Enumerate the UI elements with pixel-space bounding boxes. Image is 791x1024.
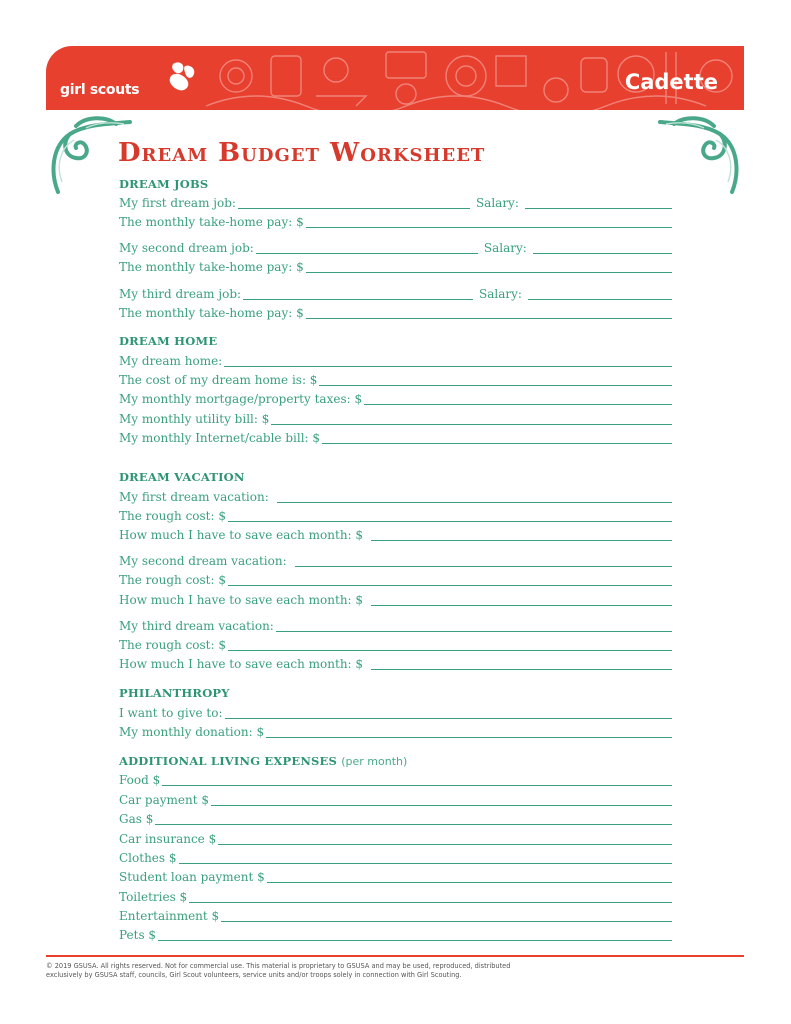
third-vacation-cost-field[interactable] (228, 638, 672, 651)
car-insurance-label: Car insurance $ (119, 832, 217, 846)
internet-bill-label: My monthly Internet/cable bill: $ (119, 431, 321, 445)
clothes-row (119, 849, 672, 865)
utility-bill-field[interactable] (271, 412, 672, 425)
second-take-home-field[interactable] (306, 260, 672, 273)
internet-bill-field[interactable] (322, 431, 672, 444)
food-label: Food $ (119, 773, 161, 787)
first-salary-field[interactable] (525, 196, 672, 209)
first-vacation-row (119, 488, 672, 504)
student-loan-row (119, 868, 672, 884)
car-payment-label: Car payment $ (119, 793, 209, 807)
entertainment-row (119, 907, 672, 923)
first-take-home-field[interactable] (306, 215, 672, 228)
second-take-home-row (119, 258, 672, 274)
third-dream-job-label: My third dream job: (119, 287, 242, 301)
second-vacation-label: My second dream vacation: (119, 554, 287, 568)
mortgage-label: My monthly mortgage/property taxes: $ (119, 392, 363, 406)
third-vacation-save-label: How much I have to save each month: $ (119, 657, 364, 671)
clothes-field[interactable] (179, 851, 672, 864)
third-vacation-cost-row (119, 636, 672, 652)
dream-home-row (119, 352, 672, 368)
second-vacation-cost-row (119, 571, 672, 587)
third-vacation-label: My third dream vacation: (119, 619, 274, 633)
third-salary-field[interactable] (528, 287, 672, 300)
monthly-donation-field[interactable] (266, 725, 672, 738)
first-vacation-cost-row (119, 507, 672, 523)
first-salary-label: Salary: (475, 196, 519, 210)
pets-label: Pets $ (119, 928, 157, 942)
third-take-home-label: The monthly take-home pay: $ (119, 306, 304, 320)
give-to-row (119, 704, 672, 720)
toiletries-field[interactable] (189, 890, 672, 903)
first-vacation-save-field[interactable] (371, 528, 672, 541)
program-level-label: Cadette (624, 70, 718, 94)
first-vacation-save-label: How much I have to save each month: $ (119, 528, 364, 542)
page-title: Dream Budget Worksheet (118, 138, 486, 168)
second-vacation-save-row (119, 591, 672, 607)
first-dream-job-field[interactable] (238, 196, 470, 209)
first-vacation-cost-field[interactable] (228, 509, 672, 522)
car-insurance-row (119, 830, 672, 846)
dream-home-field[interactable] (224, 354, 672, 367)
footer-line-2: exclusively by GSUSA staff, councils, Girl Scout volunteers, service units and/or troops solely in connection with Girl Scouting. (46, 971, 462, 979)
entertainment-label: Entertainment $ (119, 909, 220, 923)
food-field[interactable] (162, 773, 672, 786)
gas-row (119, 810, 672, 826)
third-dream-job-row (119, 285, 672, 301)
first-take-home-label: The monthly take-home pay: $ (119, 215, 304, 229)
mortgage-row (119, 390, 672, 406)
trefoil-profile-icon (165, 60, 199, 94)
car-payment-row (119, 791, 672, 807)
footer-copyright (46, 962, 566, 980)
monthly-donation-label: My monthly donation: $ (119, 725, 265, 739)
section-heading-philanthropy: PHILANTHROPY (119, 686, 230, 700)
utility-bill-label: My monthly utility bill: $ (119, 412, 270, 426)
first-dream-job-label: My first dream job: (119, 196, 236, 210)
first-vacation-cost-label: The rough cost: $ (119, 509, 226, 523)
dream-home-cost-row (119, 371, 672, 387)
per-month-note: (per month) (341, 755, 408, 768)
third-vacation-save-row (119, 655, 672, 671)
third-take-home-field[interactable] (306, 306, 672, 319)
third-vacation-field[interactable] (276, 619, 672, 632)
third-salary-label: Salary: (479, 287, 522, 301)
food-row (119, 771, 672, 787)
first-dream-job-row (119, 194, 672, 210)
second-vacation-row (119, 552, 672, 568)
second-dream-job-label: My second dream job: (119, 241, 254, 255)
footer-line-1: © 2019 GSUSA. All rights reserved. Not for commercial use. This material is proprietary to GSUSA and may be used, reproduced, distributed (46, 962, 511, 970)
first-vacation-field[interactable] (277, 490, 672, 503)
pets-row (119, 926, 672, 942)
clothes-label: Clothes $ (119, 851, 177, 865)
dream-home-label: My dream home: (119, 354, 223, 368)
second-vacation-save-field[interactable] (371, 593, 672, 606)
third-vacation-cost-label: The rough cost: $ (119, 638, 226, 652)
third-vacation-save-field[interactable] (371, 657, 672, 670)
car-payment-field[interactable] (211, 793, 672, 806)
second-vacation-cost-label: The rough cost: $ (119, 573, 226, 587)
scroll-ornament-right-icon (654, 112, 744, 196)
section-heading-dream-vacation: DREAM VACATION (119, 470, 245, 484)
second-vacation-field[interactable] (295, 554, 672, 567)
second-salary-field[interactable] (533, 241, 672, 254)
third-take-home-row (119, 304, 672, 320)
mortgage-field[interactable] (364, 392, 672, 405)
header-banner (46, 46, 744, 110)
utility-bill-row (119, 410, 672, 426)
student-loan-label: Student loan payment $ (119, 870, 265, 884)
additional-expenses-heading-text: ADDITIONAL LIVING EXPENSES (119, 754, 338, 768)
second-salary-label: Salary: (483, 241, 527, 255)
second-vacation-save-label: How much I have to save each month: $ (119, 593, 364, 607)
give-to-field[interactable] (225, 706, 672, 719)
internet-bill-row (119, 429, 672, 445)
gas-label: Gas $ (119, 812, 154, 826)
first-vacation-label: My first dream vacation: (119, 490, 269, 504)
second-take-home-label: The monthly take-home pay: $ (119, 260, 304, 274)
footer-divider (46, 955, 744, 957)
gas-field[interactable] (155, 812, 672, 825)
dream-home-cost-label: The cost of my dream home is: $ (119, 373, 318, 387)
third-vacation-row (119, 617, 672, 633)
section-heading-additional-expenses (119, 754, 407, 768)
give-to-label: I want to give to: (119, 706, 223, 720)
section-heading-dream-home: DREAM HOME (119, 334, 218, 348)
second-dream-job-field[interactable] (256, 241, 478, 254)
first-vacation-save-row (119, 526, 672, 542)
student-loan-field[interactable] (267, 870, 672, 883)
section-heading-dream-jobs: DREAM JOBS (119, 177, 209, 191)
toiletries-row (119, 888, 672, 904)
second-vacation-cost-field[interactable] (228, 573, 672, 586)
dream-home-cost-field[interactable] (319, 373, 672, 386)
monthly-donation-row (119, 723, 672, 739)
pets-field[interactable] (158, 928, 672, 941)
car-insurance-field[interactable] (218, 832, 672, 845)
first-take-home-row (119, 213, 672, 229)
entertainment-field[interactable] (221, 909, 672, 922)
third-dream-job-field[interactable] (243, 287, 473, 300)
toiletries-label: Toiletries $ (119, 890, 188, 904)
logo-text: girl scouts (60, 82, 140, 98)
second-dream-job-row (119, 239, 672, 255)
